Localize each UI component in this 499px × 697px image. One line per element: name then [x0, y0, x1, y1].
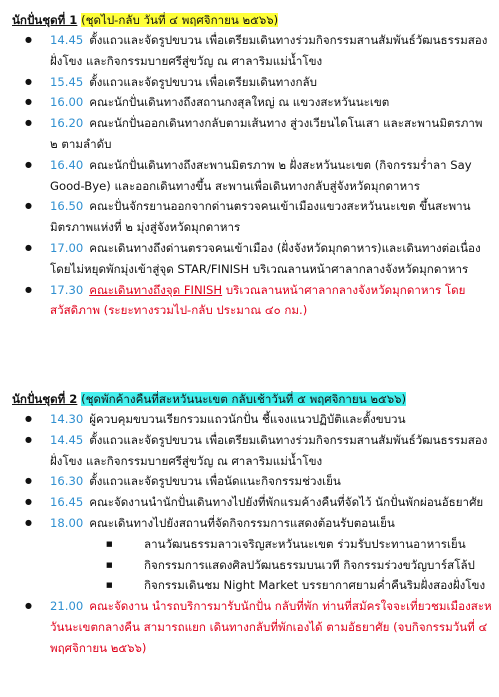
group2-label: นักปั่นชุดที่ 2	[12, 392, 78, 406]
schedule-time: 15.45	[50, 74, 84, 89]
schedule-text: คณะเดินทางถึงด่านตรวจคนเข้าเมือง (ฝั่งจังหวัดมุกดาหาร)และเดินทางต่อเนื่องโดยไม่หยุดพักมุ่งเข้าสู่จุด STAR/FINISH บริเวณลานหน้าศาลากลางจังหวัดมุกดาหาร	[50, 240, 481, 276]
schedule-text: คณะเดินทางไปยังสถานที่จัดกิจกรรมการแสดงต้อนรับตอนเย็น	[89, 515, 395, 530]
group1-note: (ชุดไป-กลับ วันที่ ๔ พฤศจิกายน ๒๕๖๖)	[81, 13, 279, 27]
schedule-time: 18.00	[50, 515, 84, 530]
schedule-item	[12, 492, 492, 513]
activity-subitem: ■ กิจกรรมการแสดงศิลปวัฒนธรรมบนเวที กิจกรรมร่วงขวัญบาร์สโล้ป	[50, 555, 492, 576]
schedule-item	[12, 513, 492, 596]
schedule-text: คณะนักปั่นออกเดินทางกลับตามเส้นทาง สู่วงเวียนไดโนเสา และสะพานมิตรภาพ ๒ ตามลำดับ	[50, 116, 483, 151]
schedule-text: ตั้งแถวและจัดรูปขบวน เพื่อนัดแนะกิจกรรมช่วงเย็น	[89, 474, 341, 489]
schedule-text: ตั้งแถวและจัดรูปขบวน เพื่อเตรียมเดินทางร่วมกิจกรรมสานสัมพันธ์วัฒนธรรมสองฝั่งโขง และกิจกรรมบายศรีสู่ขวัญ ณ ศาลาริมแม่น้ำโขง	[50, 432, 488, 468]
group2-schedule-list	[12, 409, 492, 659]
schedule-item	[12, 30, 492, 72]
schedule-time: 16.40	[50, 157, 84, 172]
schedule-time: 14.45	[50, 33, 84, 47]
schedule-text: คณะจัดงานนำนักปั่นเดินทางไปยังที่พักแรมค้างคืนที่จัดไว้ นักปั่นพักผ่อนอัธยาศัย	[89, 495, 484, 510]
schedule-item	[12, 196, 492, 238]
schedule-text: บริเวณลานหน้าศาลากลางจังหวัดมุกดาหาร โดยสวัสดิภาพ (ระยะทางรวมไป-กลับ ประมาณ ๔๐ กม.)	[50, 282, 466, 318]
schedule-text: คณะนักปั่นเดินทางถึงสถานกงสุลใหญ่ ณ แขวงสะหวันนะเขต	[89, 95, 390, 110]
group1-label: นักปั่นชุดที่ 1	[12, 13, 78, 27]
group2-heading	[12, 389, 492, 409]
group2-note: (ชุดพักค้างคืนที่สะหวันนะเขต กลับเช้าวันที่ ๕ พฤศจิกายน ๒๕๖๖)	[81, 392, 406, 406]
schedule-text: คณะจัดงาน นำรถบริการมารับนักปั่น กลับที่พัก ท่านที่สมัครใจจะเที่ยวชมเมืองสะหวันนะเขตกลางคืน สามารถแยก เดินทางกลับที่พักเองได้ ตามอัธยาศัย (จบกิจกรรมวันที่ ๔ พฤศจิกายน ๒๕๖๖)	[50, 599, 492, 655]
schedule-time: 16.50	[50, 199, 84, 214]
schedule-time: 17.00	[50, 240, 84, 255]
schedule-time: 16.00	[50, 95, 84, 110]
schedule-item	[12, 430, 492, 472]
schedule-text: คณะปั่นจักรยานออกจากด่านตรวจคนเข้าเมืองแขวงสะหวันนะเขต ขึ้นสะพานมิตรภาพแห่งที่ ๒ มุ่งสู่จังหวัดมุกดาหาร	[50, 199, 471, 235]
schedule-text: ตั้งแถวและจัดรูปขบวน เพื่อเตรียมเดินทางร่วมกิจกรรมสานสัมพันธ์วัฒนธรรมสองฝั่งโขง และกิจกรรมบายศรีสู่ขวัญ ณ ศาลาริมแม่น้ำโขง	[50, 33, 488, 68]
schedule-text: คณะนักปั่นเดินทางถึงสะพานมิตรภาพ ๒ ฝั่งสะหวันนะเขต (กิจกรรมร่ำลา Say Good-Bye) และออกเดินทางขึ้น สะพานเพื่อเดินทางกลับสู่จังหวัดมุกดาหาร	[50, 157, 472, 193]
finish-highlight: คณะเดินทางถึงจุด FINISH	[89, 282, 223, 297]
schedule-item	[12, 238, 492, 280]
activity-subitem: ■ กิจกรรมเดินชม Night Market บรรยากาศยามค่ำคืนริมฝั่งสองฝั่งโขง	[50, 575, 492, 596]
schedule-item	[12, 471, 492, 492]
schedule-item	[12, 409, 492, 430]
schedule-time: 14.30	[50, 412, 84, 426]
schedule-time: 17.30	[50, 282, 84, 297]
schedule-time: 16.30	[50, 474, 84, 489]
schedule-item	[12, 113, 492, 155]
group2-section	[12, 389, 492, 659]
schedule-time: 14.45	[50, 432, 84, 447]
evening-activity-list	[50, 534, 492, 596]
schedule-item	[12, 72, 492, 93]
schedule-time: 21.00	[50, 599, 84, 614]
schedule-time: 16.45	[50, 495, 84, 510]
schedule-item	[12, 155, 492, 197]
group1-heading	[12, 10, 492, 30]
group1-section	[12, 10, 492, 321]
schedule-time: 16.20	[50, 116, 84, 131]
schedule-item-return	[12, 596, 492, 658]
schedule-text: ผู้ควบคุมขบวนเรียกรวมแถวนักปั่น ชี้แจงแนวปฏิบัติและตั้งขบวน	[89, 412, 406, 426]
schedule-item	[12, 92, 492, 113]
schedule-text: ตั้งแถวและจัดรูปขบวน เพื่อเตรียมเดินทางกลับ	[89, 74, 317, 89]
schedule-item-finish	[12, 280, 492, 322]
group1-schedule-list	[12, 30, 492, 321]
activity-subitem: ■ ลานวัฒนธรรมลาวเจริญสะหวันนะเขต ร่วมรับประทานอาหารเย็น	[50, 534, 492, 555]
